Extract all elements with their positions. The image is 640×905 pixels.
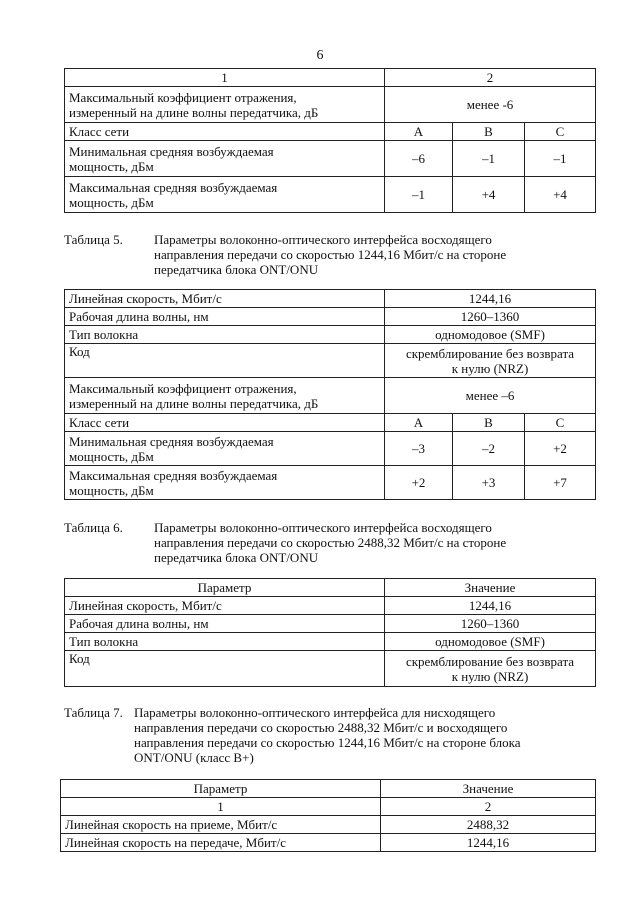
value-cell: –2 <box>453 432 525 466</box>
header-cell: 1 <box>61 798 381 816</box>
table5-caption <box>64 232 595 280</box>
param-cell: Линейная скорость, Мбит/с <box>65 290 385 308</box>
param-cell: Максимальный коэффициент отражения, измеренный на длине волны передатчика, дБ <box>65 87 385 123</box>
table6-caption <box>64 520 595 568</box>
header-cell: Параметр <box>61 780 381 798</box>
table-row <box>61 780 596 798</box>
table-row <box>65 123 596 141</box>
table-row <box>65 326 596 344</box>
value-cell: менее -6 <box>385 87 596 123</box>
value-cell: менее –6 <box>385 378 596 414</box>
value-cell: –1 <box>525 141 596 177</box>
param-cell: Максимальная средняя возбуждаемая мощность, дБм <box>65 177 385 213</box>
value-cell: одномодовое (SMF) <box>385 633 596 651</box>
param-cell: Линейная скорость на приеме, Мбит/с <box>61 816 381 834</box>
param-cell: Класс сети <box>65 123 385 141</box>
caption-line: направления передачи со скоростью 2488,32 Мбит/с на стороне <box>154 535 507 550</box>
table-row <box>65 633 596 651</box>
param-cell: Рабочая длина волны, нм <box>65 615 385 633</box>
table-row <box>61 816 596 834</box>
caption-line: направления передачи со скоростью 2488,32 Мбит/с и восходящего <box>134 720 508 735</box>
table-row <box>65 651 596 687</box>
table-continuation <box>64 68 596 213</box>
value-cell: –6 <box>385 141 453 177</box>
param-cell: Максимальная средняя возбуждаемая мощность, дБм <box>65 466 385 500</box>
caption-line: направления передачи со скоростью 1244,16 Мбит/с на стороне блока <box>134 735 521 750</box>
table7-caption <box>64 705 595 769</box>
param-cell: Код <box>65 344 385 378</box>
value-cell: B <box>453 414 525 432</box>
value-cell: A <box>385 123 453 141</box>
table-row <box>65 466 596 500</box>
param-cell: Линейная скорость, Мбит/с <box>65 597 385 615</box>
value-cell: +3 <box>453 466 525 500</box>
caption-line: Параметры волоконно-оптического интерфейса восходящего <box>154 520 492 535</box>
value-cell: B <box>453 123 525 141</box>
value-cell: +2 <box>525 432 596 466</box>
table-row <box>65 69 596 87</box>
table7 <box>60 779 596 852</box>
table-row <box>65 414 596 432</box>
value-cell: –3 <box>385 432 453 466</box>
table6 <box>64 578 596 687</box>
table-row <box>65 177 596 213</box>
table-row <box>65 579 596 597</box>
caption-line: передатчика блока ONT/ONU <box>154 550 319 565</box>
table-row <box>65 432 596 466</box>
param-cell: Класс сети <box>65 414 385 432</box>
table5 <box>64 289 596 500</box>
value-cell: одномодовое (SMF) <box>385 326 596 344</box>
page-number: 6 <box>316 48 324 63</box>
value-cell: скремблирование без возврата к нулю (NRZ) <box>385 344 596 378</box>
value-cell: C <box>525 414 596 432</box>
caption-line: направления передачи со скоростью 1244,16 Мбит/с на стороне <box>154 247 507 262</box>
value-cell: 1260–1360 <box>385 308 596 326</box>
header-cell: 2 <box>381 798 596 816</box>
value-cell: 1244,16 <box>381 834 596 852</box>
caption-line: ONT/ONU (класс B+) <box>134 750 254 765</box>
value-cell: 2488,32 <box>381 816 596 834</box>
table-row <box>65 87 596 123</box>
param-cell: Рабочая длина волны, нм <box>65 308 385 326</box>
caption-line: Параметры волоконно-оптического интерфейса для нисходящего <box>134 705 496 720</box>
table-row <box>65 141 596 177</box>
header-cell: 1 <box>65 69 385 87</box>
param-cell: Максимальный коэффициент отражения, измеренный на длине волны передатчика, дБ <box>65 378 385 414</box>
table-row <box>65 597 596 615</box>
table-row <box>65 290 596 308</box>
value-cell: +4 <box>453 177 525 213</box>
table-row <box>65 378 596 414</box>
value-cell: –1 <box>453 141 525 177</box>
table-label: Таблица 6. <box>64 520 123 535</box>
param-cell: Тип волокна <box>65 326 385 344</box>
table-row <box>61 798 596 816</box>
value-cell: 1244,16 <box>385 290 596 308</box>
param-cell: Линейная скорость на передаче, Мбит/с <box>61 834 381 852</box>
table-label: Таблица 7. <box>64 705 123 720</box>
value-cell: скремблирование без возврата к нулю (NRZ) <box>385 651 596 687</box>
value-cell: 1260–1360 <box>385 615 596 633</box>
caption-line: передатчика блока ONT/ONU <box>154 262 319 277</box>
header-cell: Значение <box>381 780 596 798</box>
value-cell: A <box>385 414 453 432</box>
caption-line: Параметры волоконно-оптического интерфейса восходящего <box>154 232 492 247</box>
table-row <box>65 308 596 326</box>
param-cell: Код <box>65 651 385 687</box>
table-label: Таблица 5. <box>64 232 123 247</box>
table-row <box>65 615 596 633</box>
value-cell: 1244,16 <box>385 597 596 615</box>
value-cell: +4 <box>525 177 596 213</box>
value-cell: +7 <box>525 466 596 500</box>
header-cell: 2 <box>385 69 596 87</box>
param-cell: Минимальная средняя возбуждаемая мощность, дБм <box>65 141 385 177</box>
param-cell: Тип волокна <box>65 633 385 651</box>
header-cell: Значение <box>385 579 596 597</box>
table-row <box>61 834 596 852</box>
value-cell: –1 <box>385 177 453 213</box>
value-cell: C <box>525 123 596 141</box>
table-row <box>65 344 596 378</box>
header-cell: Параметр <box>65 579 385 597</box>
param-cell: Минимальная средняя возбуждаемая мощность, дБм <box>65 432 385 466</box>
value-cell: +2 <box>385 466 453 500</box>
